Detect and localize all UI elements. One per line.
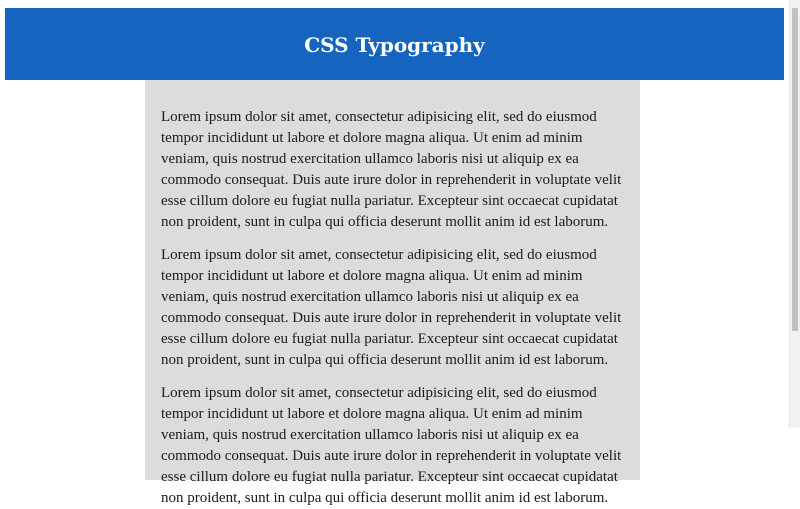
main-content — [145, 80, 640, 506]
vertical-scrollbar[interactable] — [789, 0, 800, 428]
body-paragraph: Lorem ipsum dolor sit amet, consectetur adipisicing elit, sed do eiusmod tempor incididunt ut labore et dolore magna aliqua. Ut enim ad minim veniam, quis nostrud exercitation ullamco laboris nisi ut aliquip ex ea commodo consequat. Duis aute irure dolor in reprehenderit in voluptate velit esse cillum dolore eu fugiat nulla pariatur. Excepteur sint occaecat cupidatat non proident, sunt in culpa qui officia deserunt mollit anim id est laborum. — [161, 385, 622, 506]
body-paragraph: Lorem ipsum dolor sit amet, consectetur adipisicing elit, sed do eiusmod tempor incididunt ut labore et dolore magna aliqua. Ut enim ad minim veniam, quis nostrud exercitation ullamco laboris nisi ut aliquip ex ea commodo consequat. Duis aute irure dolor in reprehenderit in voluptate velit esse cillum dolore eu fugiat nulla pariatur. Excepteur sint occaecat cupidatat non proident, sunt in culpa qui officia deserunt mollit anim id est laborum. — [161, 247, 622, 368]
page-header — [5, 8, 784, 80]
body-paragraph: Lorem ipsum dolor sit amet, consectetur adipisicing elit, sed do eiusmod tempor incididunt ut labore et dolore magna aliqua. Ut enim ad minim veniam, quis nostrud exercitation ullamco laboris nisi ut aliquip ex ea commodo consequat. Duis aute irure dolor in reprehenderit in voluptate velit esse cillum dolore eu fugiat nulla pariatur. Excepteur sint occaecat cupidatat non proident, sunt in culpa qui officia deserunt mollit anim id est laborum. — [161, 109, 622, 230]
scrollbar-thumb[interactable] — [792, 8, 798, 331]
page-title: CSS Typography — [304, 33, 485, 57]
